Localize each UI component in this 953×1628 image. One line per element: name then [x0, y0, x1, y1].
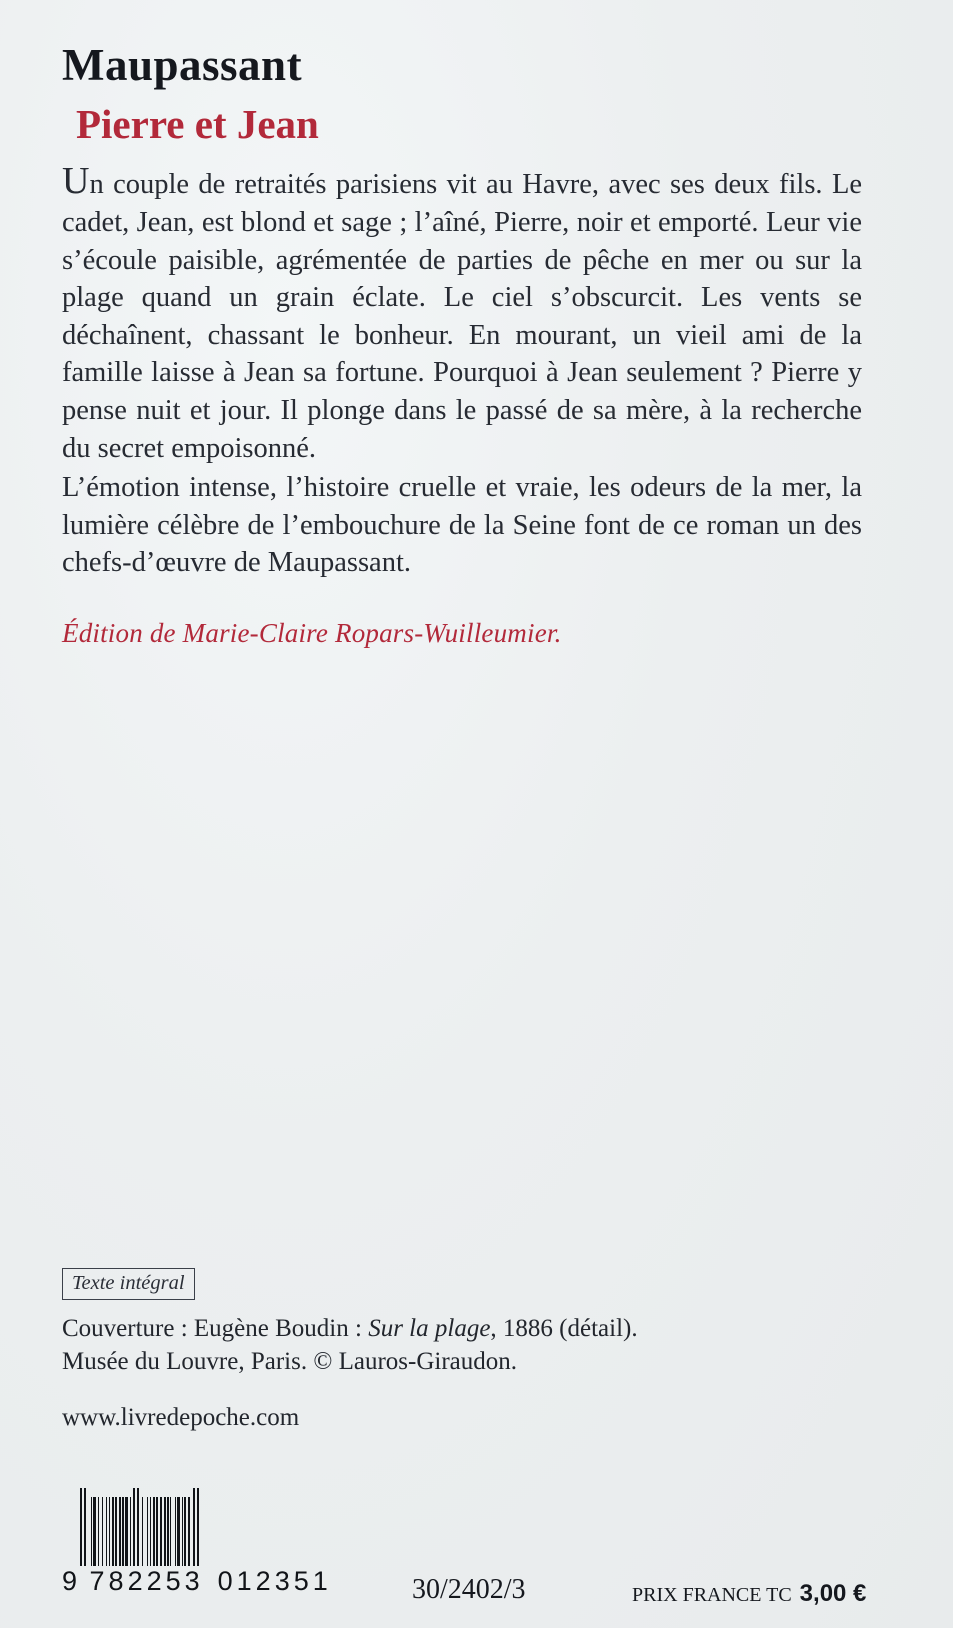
- author-name: Maupassant: [62, 40, 303, 90]
- ean-lead-digit: 9: [62, 1566, 80, 1596]
- content-column: [62, 0, 872, 1628]
- blurb-text: [62, 162, 862, 582]
- publisher-website[interactable]: www.livredepoche.com: [62, 1404, 300, 1432]
- ean-group-1: 782253: [89, 1566, 204, 1596]
- price-amount: 3,00 €: [799, 1580, 867, 1607]
- cover-artwork-title: Sur la plage: [368, 1314, 491, 1342]
- ean13-barcode: [80, 1488, 350, 1566]
- cover-credit: [62, 1312, 872, 1379]
- ean-group-2: 012351: [217, 1566, 332, 1596]
- reference-code: 30/2402/3: [412, 1574, 526, 1605]
- cover-credit-museum: Musée du Louvre, Paris. © Lauros-Giraudon.: [62, 1347, 518, 1375]
- edition-credit: Édition de Marie-Claire Ropars-Wuilleumier.: [62, 618, 562, 648]
- blurb-paragraph-1: Un couple de retraités parisiens vit au Havre, avec ses deux fils. Le cadet, Jean, est blond et sage ; l’aîné, Pierre, noir et emporté. Leur vie s’écoule paisible, agrémentée de parties de pêche en mer ou sur la plage quand un grain éclate. Le ciel s’obscurcit. Les vents se déchaînent, chassant le bonheur. En mourant, un vieil ami de la famille laisse à Jean sa fortune. Pourquoi à Jean seulement ? Pierre y pense nuit et jour. Il plonge dans le passé de sa mère, à la recherche du secret empoisonné.: [62, 160, 862, 464]
- barcode-area: [62, 1488, 892, 1608]
- cover-credit-suffix: , 1886 (détail).: [490, 1314, 638, 1342]
- cover-credit-prefix: Couverture : Eugène Boudin :: [62, 1314, 369, 1342]
- texte-integral-badge: Texte intégral: [62, 1268, 195, 1300]
- ean13-digits: [62, 1566, 362, 1597]
- blurb-paragraph-2: L’émotion intense, l’histoire cruelle et vraie, les odeurs de la mer, la lumière célèbre de l’embouchure de la Seine font de ce roman un des chefs-d’œuvre de Maupassant.: [62, 472, 862, 579]
- book-title: Pierre et Jean: [76, 101, 319, 148]
- footer-block: [62, 1268, 872, 1432]
- price-block: [632, 1580, 866, 1608]
- price-label: PRIX FRANCE TC: [632, 1584, 792, 1606]
